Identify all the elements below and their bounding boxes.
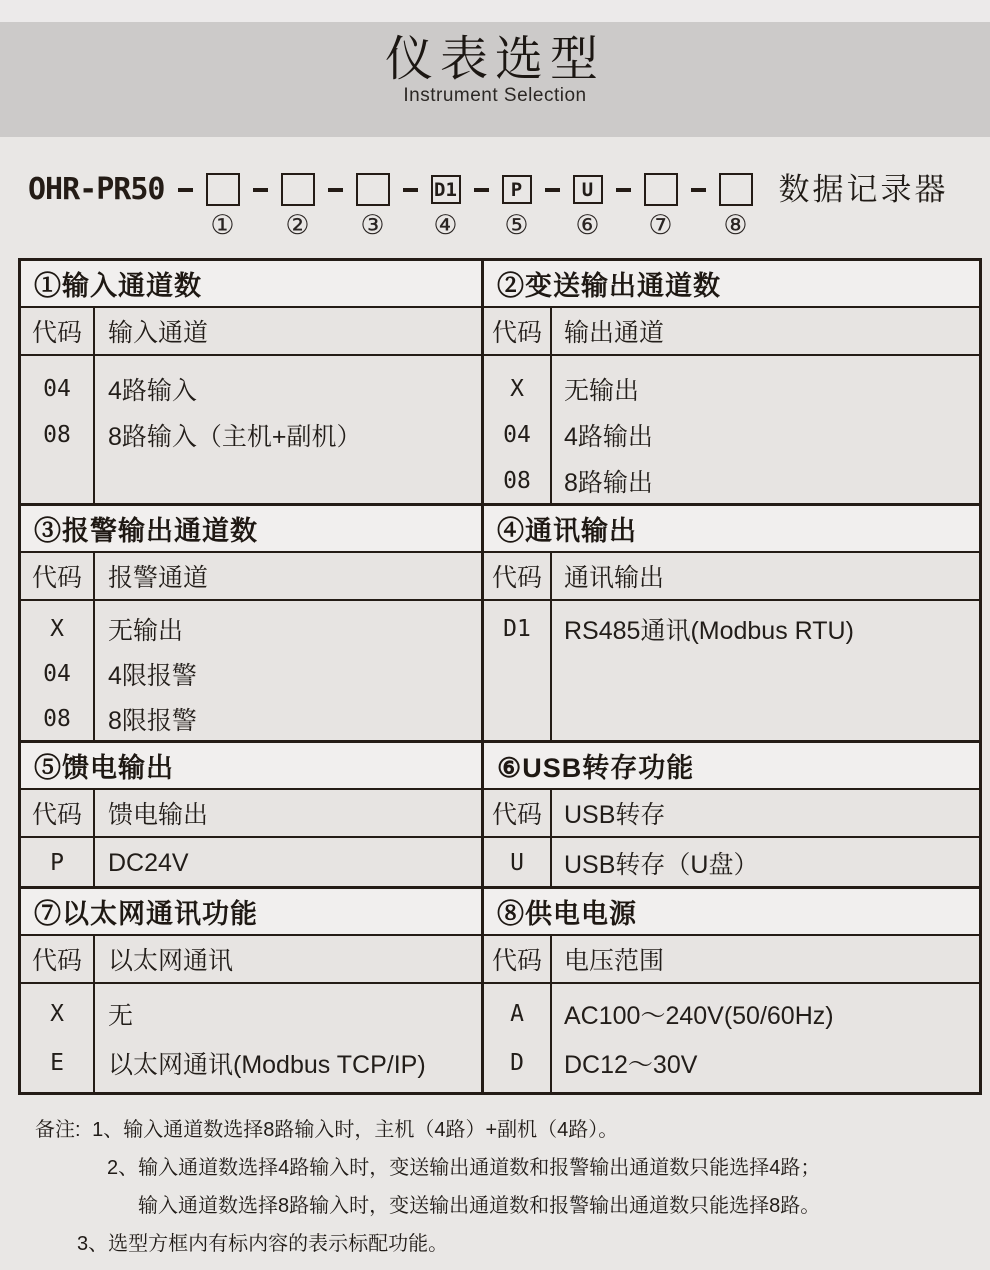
desc-cell: 4路输出 bbox=[564, 423, 653, 451]
code-cell: D bbox=[510, 1049, 524, 1076]
code-cell: 08 bbox=[503, 468, 531, 494]
dash-separator bbox=[328, 188, 343, 192]
code-column bbox=[21, 838, 95, 886]
code-header-cell: 代码 bbox=[21, 936, 95, 982]
model-slot-7 bbox=[644, 173, 678, 239]
note-line-1 bbox=[35, 1111, 990, 1149]
model-slot-5 bbox=[502, 173, 532, 239]
section-header-row bbox=[21, 553, 481, 601]
desc-cell: RS485通讯(Modbus RTU) bbox=[564, 616, 854, 645]
code-column bbox=[484, 356, 552, 503]
code-cell: U bbox=[510, 850, 524, 876]
model-slot-box: P bbox=[502, 175, 532, 204]
section-body bbox=[484, 601, 979, 740]
code-header-cell: 代码 bbox=[484, 308, 552, 354]
desc-column bbox=[95, 356, 481, 503]
dash-separator bbox=[253, 188, 268, 192]
page-subtitle: Instrument Selection bbox=[403, 85, 587, 106]
model-slot-number: ② bbox=[285, 210, 310, 240]
note-text: 3、选型方框内有标内容的表示标配功能。 bbox=[77, 1233, 449, 1255]
model-slot-3 bbox=[356, 173, 390, 239]
section-header-row bbox=[484, 936, 979, 984]
desc-column bbox=[552, 984, 979, 1092]
section-header-row bbox=[484, 308, 979, 356]
code-column bbox=[484, 601, 552, 740]
section-body bbox=[484, 984, 979, 1092]
desc-cell: 以太网通讯(Modbus TCP/IP) bbox=[108, 1050, 426, 1079]
section-header-row bbox=[21, 790, 481, 838]
desc-cell: 8限报警 bbox=[108, 706, 197, 735]
desc-header-cell: 输入通道 bbox=[108, 319, 209, 347]
section-body bbox=[21, 356, 481, 503]
section-header-row bbox=[21, 308, 481, 356]
code-cell: X bbox=[50, 615, 64, 642]
code-column bbox=[484, 984, 552, 1092]
section-ethernet-communication bbox=[21, 886, 481, 1092]
desc-column bbox=[552, 601, 979, 740]
selection-table bbox=[18, 258, 982, 1095]
model-slot-box bbox=[281, 173, 315, 206]
model-slot-number: ⑥ bbox=[575, 210, 600, 240]
desc-column bbox=[552, 356, 979, 503]
code-cell: X bbox=[50, 1000, 64, 1027]
desc-header-cell: 报警通道 bbox=[108, 564, 209, 592]
note-line-3 bbox=[138, 1187, 990, 1225]
section-communication-output bbox=[481, 503, 979, 740]
code-header-cell: 代码 bbox=[21, 308, 95, 354]
section-title: ⑤馈电输出 bbox=[21, 743, 481, 790]
code-cell: X bbox=[510, 376, 524, 402]
note-line-2 bbox=[107, 1149, 990, 1187]
dash-separator bbox=[474, 188, 489, 192]
page-title: 仪表选型 bbox=[384, 33, 605, 86]
note-text: 1、输入通道数选择8路输入时，主机（4路）+副机（4路）。 bbox=[92, 1119, 619, 1141]
model-slot-8 bbox=[719, 173, 753, 239]
section-header-row bbox=[21, 936, 481, 984]
model-slot-number: ③ bbox=[360, 210, 385, 240]
section-power-feed-output bbox=[21, 740, 481, 886]
model-slot-box bbox=[719, 173, 753, 206]
desc-cell: USB转存（U盘） bbox=[564, 851, 759, 879]
code-cell: 04 bbox=[43, 660, 71, 687]
model-slot-number: ⑧ bbox=[723, 210, 748, 240]
desc-cell: 4路输入 bbox=[108, 377, 197, 405]
code-cell: 04 bbox=[503, 422, 531, 448]
section-input-channels bbox=[21, 261, 481, 503]
desc-header-cell: 通讯输出 bbox=[564, 564, 665, 592]
dash-separator bbox=[178, 188, 193, 192]
code-column bbox=[21, 601, 95, 740]
code-column bbox=[484, 838, 552, 886]
dash-separator bbox=[545, 188, 560, 192]
section-title: ⑦以太网通讯功能 bbox=[21, 889, 481, 936]
desc-cell: 8路输出 bbox=[564, 469, 653, 497]
section-body bbox=[21, 601, 481, 740]
section-transmit-output-channels bbox=[481, 261, 979, 503]
desc-header-cell: 馈电输出 bbox=[108, 801, 209, 829]
desc-header-cell: 电压范围 bbox=[564, 947, 665, 975]
page-header bbox=[0, 22, 990, 137]
model-prefix: OHR-PR50 bbox=[28, 172, 165, 207]
section-power-supply bbox=[481, 886, 979, 1092]
code-column bbox=[21, 984, 95, 1092]
code-header-cell: 代码 bbox=[21, 790, 95, 836]
section-alarm-output-channels bbox=[21, 503, 481, 740]
notes bbox=[35, 1111, 990, 1263]
desc-column bbox=[95, 984, 481, 1092]
model-slot-4 bbox=[431, 173, 461, 239]
section-usb-transfer bbox=[481, 740, 979, 886]
section-title: ①输入通道数 bbox=[21, 261, 481, 308]
code-cell: P bbox=[50, 850, 64, 876]
model-slot-box: U bbox=[573, 175, 603, 204]
model-slot-6 bbox=[573, 173, 603, 239]
code-header-cell: 代码 bbox=[484, 553, 552, 599]
model-slot-box bbox=[206, 173, 240, 206]
model-slot-1 bbox=[206, 173, 240, 239]
code-column bbox=[21, 356, 95, 503]
model-slot-number: ⑦ bbox=[648, 210, 673, 240]
code-cell: A bbox=[510, 1000, 524, 1027]
desc-cell: DC24V bbox=[108, 848, 189, 877]
section-body bbox=[484, 838, 979, 886]
section-header-row bbox=[484, 790, 979, 838]
section-body bbox=[484, 356, 979, 503]
dash-separator bbox=[691, 188, 706, 192]
desc-cell: 4限报警 bbox=[108, 661, 197, 690]
model-suffix: 数据记录器 bbox=[778, 172, 949, 207]
section-body bbox=[21, 984, 481, 1092]
model-ordering-line bbox=[28, 173, 990, 243]
model-slot-box bbox=[356, 173, 390, 206]
code-cell: D1 bbox=[503, 615, 531, 642]
code-header-cell: 代码 bbox=[484, 936, 552, 982]
desc-header-cell: 输出通道 bbox=[564, 319, 665, 347]
dash-separator bbox=[403, 188, 418, 192]
notes-label: 备注: bbox=[35, 1119, 81, 1141]
desc-cell: DC12～30V bbox=[564, 1050, 698, 1079]
dash-separator bbox=[616, 188, 631, 192]
code-header-cell: 代码 bbox=[21, 553, 95, 599]
top-strip bbox=[0, 0, 990, 22]
desc-cell: 8路输入（主机+副机） bbox=[108, 423, 362, 451]
desc-cell: 无 bbox=[108, 1001, 134, 1030]
desc-column bbox=[95, 601, 481, 740]
section-title: ③报警输出通道数 bbox=[21, 506, 481, 553]
section-title: ②变送输出通道数 bbox=[484, 261, 979, 308]
desc-header-cell: USB转存 bbox=[564, 801, 666, 829]
model-slot-box bbox=[644, 173, 678, 206]
model-slot-box: D1 bbox=[431, 175, 461, 204]
section-title: ④通讯输出 bbox=[484, 506, 979, 553]
desc-cell: AC100～240V(50/60Hz) bbox=[564, 1001, 834, 1030]
note-text: 输入通道数选择8路输入时，变送输出通道数和报警输出通道数只能选择8路。 bbox=[138, 1195, 821, 1217]
model-slot-number: ⑤ bbox=[504, 210, 529, 240]
desc-cell: 无输出 bbox=[108, 616, 184, 645]
section-title: ⑧供电电源 bbox=[484, 889, 979, 936]
code-cell: 04 bbox=[43, 376, 71, 402]
desc-column bbox=[95, 838, 481, 886]
section-title: ⑥USB转存功能 bbox=[484, 743, 979, 790]
desc-header-cell: 以太网通讯 bbox=[108, 947, 234, 975]
section-body bbox=[21, 838, 481, 886]
section-header-row bbox=[484, 553, 979, 601]
desc-column bbox=[552, 838, 979, 886]
code-header-cell: 代码 bbox=[484, 790, 552, 836]
model-slot-2 bbox=[281, 173, 315, 239]
model-slot-number: ④ bbox=[433, 210, 458, 240]
code-cell: 08 bbox=[43, 422, 71, 448]
note-text: 2、输入通道数选择4路输入时，变送输出通道数和报警输出通道数只能选择4路； bbox=[107, 1157, 821, 1179]
code-cell: E bbox=[50, 1049, 64, 1076]
code-cell: 08 bbox=[43, 705, 71, 732]
model-slot-number: ① bbox=[210, 210, 235, 240]
note-line-4 bbox=[77, 1225, 990, 1263]
desc-cell: 无输出 bbox=[564, 377, 640, 405]
